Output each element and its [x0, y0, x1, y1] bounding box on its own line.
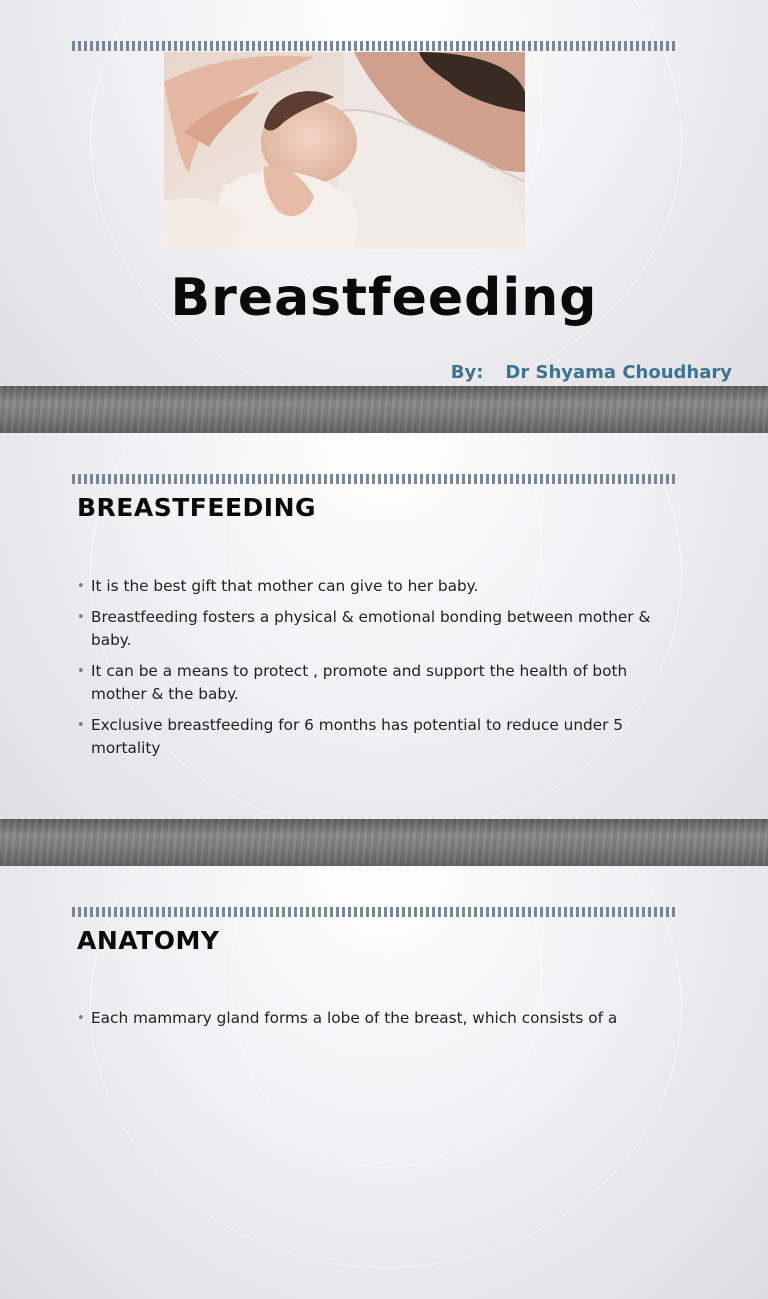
list-item: • Each mammary gland forms a lobe of the breast, which consists of a [77, 1007, 677, 1030]
author-name: Dr Shyama Choudhary [505, 362, 732, 383]
author-byline [451, 362, 732, 383]
slide-breastfeeding [0, 433, 768, 866]
bullet-list [77, 1007, 677, 1038]
decorative-dash-bar [72, 907, 676, 917]
list-item: • It is the best gift that mother can give to her baby. [77, 575, 677, 598]
byline-label: By: [450, 362, 484, 383]
list-item: • It can be a means to protect , promote and support the health of both mother & the baby. [77, 660, 677, 706]
slide-title [0, 0, 768, 433]
slide-heading: BREASTFEEDING [77, 493, 317, 522]
list-item: • Breastfeeding fosters a physical & emotional bonding between mother & baby. [77, 606, 677, 652]
list-item: • Exclusive breastfeeding for 6 months has potential to reduce under 5 mortality [77, 714, 677, 760]
mother-baby-photo [164, 52, 525, 249]
presentation-title: Breastfeeding [170, 268, 598, 328]
bullet-list [77, 575, 677, 768]
slide-anatomy [0, 866, 768, 1299]
slide-divider [0, 386, 768, 433]
decorative-dash-bar [72, 41, 676, 51]
decorative-dash-bar [72, 474, 676, 484]
slide-divider [0, 819, 768, 866]
slide-heading: ANATOMY [77, 926, 220, 955]
